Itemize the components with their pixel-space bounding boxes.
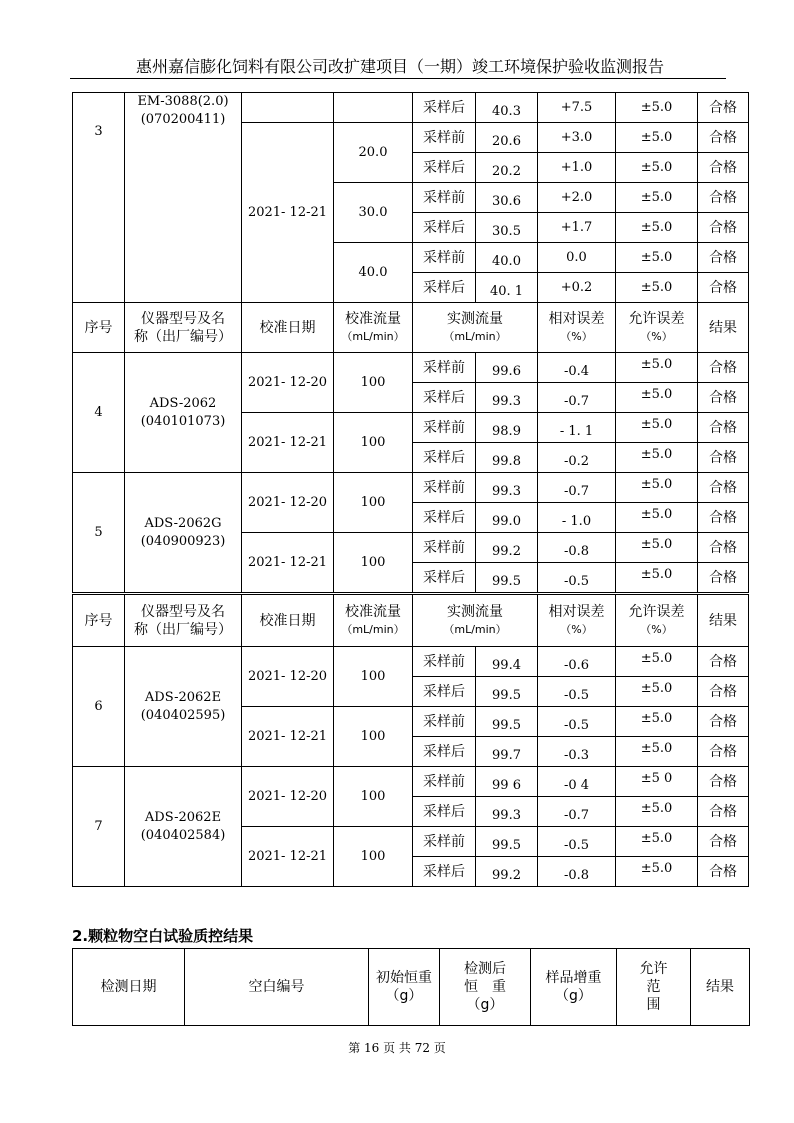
measured-cell: 99.6	[492, 363, 521, 379]
instrument-model: EM-3088(2.0)	[137, 94, 229, 109]
result-cell: 合格	[698, 183, 749, 213]
header-after-weight-line3: （g）	[466, 997, 504, 1013]
stage-cell: 采样后	[413, 563, 476, 593]
result-cell: 合格	[698, 273, 749, 303]
relerr-cell: -0.2	[563, 453, 590, 469]
flow-cell: 30.0	[334, 183, 413, 243]
stage-cell: 采样后	[413, 857, 476, 887]
relerr-cell: +3.0	[538, 123, 616, 153]
stage-cell: 采样前	[413, 123, 476, 153]
allowed-cell: ±5.0	[640, 800, 673, 816]
measured-cell: 99.4	[492, 657, 521, 673]
stage-cell: 采样后	[413, 93, 476, 123]
result-cell: 合格	[698, 563, 749, 593]
header-model	[125, 303, 242, 353]
relerr-cell: 0.0	[538, 243, 616, 273]
header-model-line2: 称（出厂编号）	[134, 621, 232, 638]
header-result: 结果	[691, 949, 750, 1026]
instrument-model-cell	[125, 93, 242, 303]
instrument-model-cell	[125, 353, 242, 473]
measured-cell: 99.2	[492, 543, 521, 559]
allowed-cell: ±5.0	[616, 273, 698, 303]
result-cell: 合格	[698, 707, 749, 737]
instrument-serial: (070200411)	[140, 112, 226, 127]
measured-cell: 99.3	[492, 807, 521, 823]
flow-cell: 100	[334, 413, 413, 473]
flow-cell: 100	[334, 767, 413, 827]
header-relerr	[538, 303, 616, 353]
result-cell: 合格	[698, 353, 749, 383]
stage-cell: 采样前	[413, 473, 476, 503]
instrument-model-cell	[125, 473, 242, 593]
measured-cell: 30.6	[492, 193, 521, 209]
index-cell: 5	[73, 473, 125, 593]
allowed-cell: ±5.0	[640, 710, 673, 726]
stage-cell: 采样前	[413, 243, 476, 273]
header-allowed-line2: （%）	[640, 622, 673, 636]
header-date: 校准日期	[242, 303, 334, 353]
header-weight-gain-line2: （g）	[555, 988, 592, 1004]
header-allowed	[616, 303, 698, 353]
measured-cell: 98.9	[492, 423, 521, 439]
measured-cell: 99.5	[492, 717, 521, 733]
allowed-cell: ±5.0	[640, 536, 673, 552]
stage-cell: 采样后	[413, 153, 476, 183]
stage-cell: 采样后	[413, 797, 476, 827]
allowed-cell: ±5.0	[640, 506, 673, 522]
relerr-cell: +0.2	[538, 273, 616, 303]
flow-cell	[334, 93, 413, 123]
allowed-cell: ±5.0	[640, 476, 673, 492]
flow-cell: 100	[334, 647, 413, 707]
date-cell: 2021- 12-20	[242, 353, 334, 413]
relerr-cell: -0.3	[563, 747, 590, 763]
header-relerr-line1: 相对误差	[548, 603, 605, 620]
allowed-cell: ±5.0	[640, 446, 673, 462]
measured-cell: 20.2	[492, 163, 521, 179]
stage-cell: 采样前	[413, 183, 476, 213]
date-cell: 2021- 12-20	[242, 647, 334, 707]
allowed-cell: ±5.0	[616, 183, 698, 213]
relerr-cell: -0.5	[563, 717, 590, 733]
header-relerr-line1: 相对误差	[548, 310, 605, 327]
table-row	[73, 473, 749, 503]
page-header-title: 惠州嘉信膨化饲料有限公司改扩建项目（一期）竣工环境保护验收监测报告	[135, 57, 664, 76]
date-cell: 2021- 12-21	[242, 707, 334, 767]
result-cell: 合格	[698, 243, 749, 273]
page-number: 第 16 页 共 72 页	[348, 1041, 446, 1055]
relerr-cell: -0.7	[563, 483, 590, 499]
measured-cell: 99 6	[492, 777, 521, 793]
instrument-serial: (040900923)	[140, 533, 226, 549]
flow-cell: 100	[334, 827, 413, 887]
header-allowed-range-line1: 允许	[639, 961, 668, 977]
table-header-row	[73, 949, 750, 1026]
date-cell: 2021- 12-21	[242, 827, 334, 887]
stage-cell: 采样前	[413, 413, 476, 443]
flow-cell: 100	[334, 707, 413, 767]
section-2-title: 2.颗粒物空白试验质控结果	[72, 927, 254, 945]
header-relerr-line2: （%）	[560, 329, 593, 343]
header-date: 检测日期	[73, 949, 185, 1026]
relerr-cell: -0.5	[563, 837, 590, 853]
relerr-cell: - 1. 1	[559, 423, 594, 439]
result-cell: 合格	[698, 93, 749, 123]
index-cell: 7	[73, 767, 125, 887]
result-cell: 合格	[698, 153, 749, 183]
stage-cell: 采样后	[413, 213, 476, 243]
allowed-cell: ±5.0	[616, 123, 698, 153]
header-measured	[413, 303, 538, 353]
header-flow-line1: 校准流量	[345, 310, 401, 327]
stage-cell: 采样后	[413, 677, 476, 707]
table-row	[73, 93, 749, 123]
table-header-row	[73, 595, 749, 647]
stage-cell: 采样后	[413, 737, 476, 767]
measured-cell: 40.3	[492, 103, 521, 119]
allowed-cell: ±5.0	[616, 243, 698, 273]
relerr-cell: -0.6	[563, 657, 590, 673]
result-cell: 合格	[698, 797, 749, 827]
relerr-cell: +1.7	[538, 213, 616, 243]
header-blank-id: 空白编号	[185, 949, 369, 1026]
instrument-serial: (040402595)	[140, 707, 226, 723]
header-model	[125, 595, 242, 647]
header-flow	[334, 595, 413, 647]
allowed-cell: ±5.0	[640, 740, 673, 756]
measured-cell: 40. 1	[489, 283, 524, 299]
header-initial-weight-line1: 初始恒重	[376, 970, 432, 986]
instrument-model: ADS-2062G	[144, 515, 222, 531]
result-cell: 合格	[698, 677, 749, 707]
instrument-model: ADS-2062E	[144, 689, 222, 705]
header-measured-line1: 实测流量	[447, 603, 503, 620]
relerr-cell: -0.7	[563, 807, 590, 823]
header-flow-line2: （mL/min）	[341, 622, 405, 636]
date-cell: 2021- 12-20	[242, 767, 334, 827]
allowed-cell: ±5.0	[616, 93, 698, 123]
header-initial-weight	[369, 949, 440, 1026]
header-flow	[334, 303, 413, 353]
stage-cell: 采样后	[413, 443, 476, 473]
result-cell: 合格	[698, 383, 749, 413]
result-cell: 合格	[698, 123, 749, 153]
stage-cell: 采样前	[413, 353, 476, 383]
flow-cell: 100	[334, 353, 413, 413]
flow-cell: 20.0	[334, 123, 413, 183]
allowed-cell: ±5.0	[640, 860, 673, 876]
header-date: 校准日期	[242, 595, 334, 647]
date-cell: 2021- 12-20	[242, 473, 334, 533]
relerr-cell: +1.0	[538, 153, 616, 183]
measured-cell: 20.6	[492, 133, 521, 149]
stage-cell: 采样后	[413, 383, 476, 413]
relerr-cell: -0.5	[563, 573, 590, 589]
header-allowed-range	[617, 949, 691, 1026]
header-initial-weight-line2: （g）	[385, 988, 423, 1004]
header-allowed-line1: 允许误差	[628, 603, 685, 620]
header-flow-line1: 校准流量	[345, 603, 401, 620]
instrument-model-cell	[125, 647, 242, 767]
measured-cell: 99.3	[492, 483, 521, 499]
allowed-cell: ±5.0	[640, 830, 673, 846]
measured-cell: 40.0	[492, 253, 521, 269]
date-cell: 2021- 12-21	[242, 533, 334, 593]
header-after-weight-line2: 恒 重	[464, 979, 506, 995]
result-cell: 合格	[698, 443, 749, 473]
index-cell: 6	[73, 647, 125, 767]
allowed-cell: ±5.0	[640, 356, 673, 372]
flow-calibration-table-part1	[72, 92, 749, 593]
measured-cell: 99.5	[492, 573, 521, 589]
allowed-cell: ±5.0	[640, 680, 673, 696]
header-relerr	[538, 595, 616, 647]
result-cell: 合格	[698, 857, 749, 887]
header-model-line2: 称（出厂编号）	[134, 328, 232, 345]
header-measured	[413, 595, 538, 647]
stage-cell: 采样前	[413, 767, 476, 797]
flow-cell: 100	[334, 533, 413, 593]
flow-calibration-table-part2	[72, 594, 749, 887]
header-measured-line2: （mL/min）	[443, 329, 507, 343]
header-allowed-range-line3: 围	[646, 997, 661, 1013]
measured-cell: 99.2	[492, 867, 521, 883]
stage-cell: 采样前	[413, 827, 476, 857]
header-result: 结果	[698, 303, 749, 353]
measured-cell: 99.7	[492, 747, 521, 763]
header-allowed-line2: （%）	[640, 329, 673, 343]
relerr-cell: +7.5	[538, 93, 616, 123]
relerr-cell: -0.8	[563, 867, 590, 883]
flow-cell: 40.0	[334, 243, 413, 303]
instrument-serial: (040402584)	[140, 827, 226, 843]
measured-cell: 99.0	[492, 513, 521, 529]
measured-cell: 99.5	[492, 837, 521, 853]
header-weight-gain	[531, 949, 617, 1026]
stage-cell: 采样前	[413, 647, 476, 677]
header-allowed-range-line2: 范	[646, 979, 661, 995]
header-model-line1: 仪器型号及名	[141, 310, 225, 327]
header-after-weight	[440, 949, 531, 1026]
stage-cell: 采样前	[413, 707, 476, 737]
header-allowed-line1: 允许误差	[628, 310, 685, 327]
header-measured-line1: 实测流量	[447, 310, 503, 327]
result-cell: 合格	[698, 473, 749, 503]
result-cell: 合格	[698, 737, 749, 767]
relerr-cell: - 1.0	[561, 513, 592, 529]
relerr-cell: -0.7	[563, 393, 590, 409]
instrument-model: ADS-2062E	[144, 809, 222, 825]
instrument-serial: (040101073)	[140, 413, 226, 429]
measured-cell: 99.8	[492, 453, 521, 469]
header-measured-line2: （mL/min）	[443, 622, 507, 636]
relerr-cell: +2.0	[538, 183, 616, 213]
measured-cell: 99.3	[492, 393, 521, 409]
instrument-model: ADS-2062	[149, 395, 217, 411]
allowed-cell: ±5.0	[640, 650, 673, 666]
stage-cell: 采样后	[413, 503, 476, 533]
date-cell	[242, 93, 334, 123]
relerr-cell: -0.5	[563, 687, 590, 703]
header-flow-line2: （mL/min）	[341, 329, 405, 343]
result-cell: 合格	[698, 647, 749, 677]
measured-cell: 99.5	[492, 687, 521, 703]
header-weight-gain-line1: 样品增重	[545, 970, 602, 986]
stage-cell: 采样前	[413, 533, 476, 563]
header-allowed	[616, 595, 698, 647]
relerr-cell: -0 4	[563, 777, 590, 793]
table-row	[73, 647, 749, 677]
result-cell: 合格	[698, 767, 749, 797]
flow-cell: 100	[334, 473, 413, 533]
header-relerr-line2: （%）	[560, 622, 593, 636]
result-cell: 合格	[698, 827, 749, 857]
header-index: 序号	[73, 595, 125, 647]
header-result: 结果	[698, 595, 749, 647]
result-cell: 合格	[698, 533, 749, 563]
date-cell: 2021- 12-21	[242, 413, 334, 473]
allowed-cell: ±5.0	[640, 566, 673, 582]
instrument-model-cell	[125, 767, 242, 887]
allowed-cell: ±5.0	[616, 153, 698, 183]
result-cell: 合格	[698, 503, 749, 533]
table-header-row	[73, 303, 749, 353]
allowed-cell: ±5.0	[616, 213, 698, 243]
index-cell: 3	[73, 93, 125, 303]
stage-cell: 采样后	[413, 273, 476, 303]
table-row	[73, 353, 749, 383]
relerr-cell: -0.4	[563, 363, 590, 379]
header-after-weight-line1: 检测后	[464, 961, 506, 977]
index-cell: 4	[73, 353, 125, 473]
header-model-line1: 仪器型号及名	[141, 603, 225, 620]
blank-test-table	[72, 948, 750, 1026]
date-cell: 2021- 12-21	[242, 123, 334, 303]
measured-cell: 30.5	[492, 223, 521, 239]
allowed-cell: ±5.0	[640, 386, 673, 402]
allowed-cell: ±5 0	[640, 770, 673, 786]
result-cell: 合格	[698, 213, 749, 243]
header-rule	[70, 78, 726, 79]
header-index: 序号	[73, 303, 125, 353]
result-cell: 合格	[698, 413, 749, 443]
allowed-cell: ±5.0	[640, 416, 673, 432]
relerr-cell: -0.8	[563, 543, 590, 559]
table-row	[73, 767, 749, 797]
